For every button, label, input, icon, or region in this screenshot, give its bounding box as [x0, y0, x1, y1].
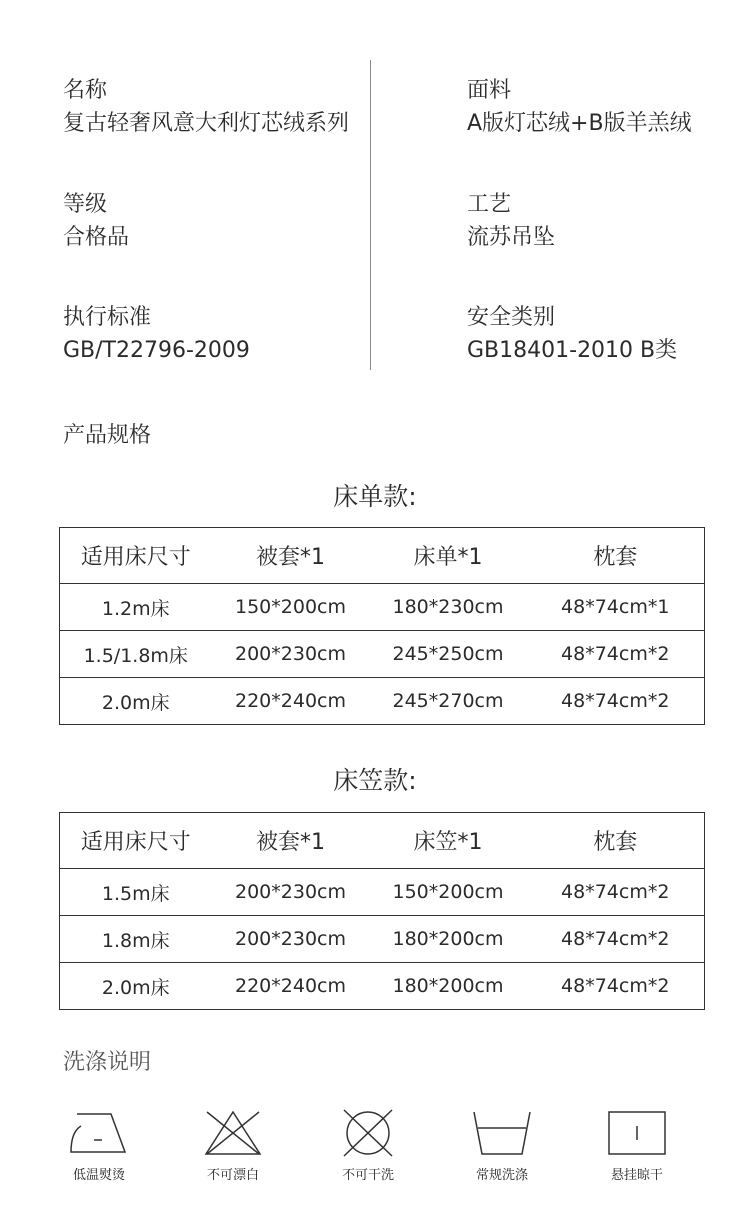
table-header-row [60, 813, 705, 869]
table-row [60, 678, 705, 725]
table-cell: 200*230cm [212, 869, 370, 916]
info-craft-label: 工艺 [467, 192, 512, 217]
header-fitted-sheet: 床笠*1 [413, 830, 483, 855]
sheet-table-title: 床单款: [333, 482, 417, 511]
care-item-normal-wash [452, 1108, 552, 1183]
info-name-value: 复古轻奢风意大利灯芯绒系列 [63, 111, 350, 136]
table-row [60, 631, 705, 678]
sheet-spec-table [59, 527, 705, 725]
table-cell: 48*74cm*1 [527, 584, 705, 631]
table-cell: 200*230cm [212, 631, 370, 678]
table-cell: 1.5m床 [60, 869, 212, 916]
spec-heading: 产品规格 [63, 423, 152, 448]
table-cell: 180*230cm [370, 584, 527, 631]
table-row [60, 869, 705, 916]
table-row [60, 963, 705, 1010]
table-cell: 48*74cm*2 [527, 678, 705, 725]
normal-wash-icon [470, 1108, 534, 1158]
info-fabric-label: 面料 [467, 78, 512, 103]
info-fabric [467, 74, 692, 140]
info-name-label: 名称 [63, 78, 108, 103]
table-cell: 2.0m床 [60, 963, 212, 1010]
info-standard [63, 301, 250, 367]
table-cell: 1.5/1.8m床 [60, 631, 212, 678]
header-bed-size: 适用床尺寸 [80, 545, 191, 570]
info-divider [370, 60, 371, 370]
fitted-spec-table [59, 812, 705, 1010]
info-craft [467, 188, 555, 254]
table-cell: 1.8m床 [60, 916, 212, 963]
care-label: 悬挂晾干 [610, 1168, 663, 1183]
header-bed-size: 适用床尺寸 [80, 830, 191, 855]
care-icons [0, 1108, 750, 1188]
info-grade-label: 等级 [63, 192, 108, 217]
table-cell: 200*230cm [212, 916, 370, 963]
info-name [63, 74, 349, 140]
care-item-no-bleach [183, 1108, 283, 1183]
hang-dry-icon [605, 1108, 669, 1158]
info-craft-value: 流苏吊坠 [467, 225, 556, 250]
table-cell: 48*74cm*2 [527, 631, 705, 678]
table-cell: 1.2m床 [60, 584, 212, 631]
header-duvet: 被套*1 [256, 830, 325, 855]
table-row [60, 916, 705, 963]
info-standard-value: GB/T22796-2009 [63, 338, 250, 363]
table-cell: 150*200cm [370, 869, 527, 916]
info-safety [467, 301, 677, 367]
table-cell: 245*270cm [370, 678, 527, 725]
table-cell: 48*74cm*2 [527, 963, 705, 1010]
table-header-row [60, 528, 705, 584]
table-cell: 180*200cm [370, 916, 527, 963]
care-heading: 洗涤说明 [63, 1050, 152, 1075]
table-cell: 48*74cm*2 [527, 869, 705, 916]
info-fabric-value: A版灯芯绒+B版羊羔绒 [467, 111, 692, 136]
info-standard-label: 执行标准 [63, 305, 152, 330]
no-dry-clean-icon [336, 1108, 400, 1158]
table-cell: 150*200cm [212, 584, 370, 631]
product-info [0, 0, 750, 380]
info-grade-value: 合格品 [63, 225, 130, 250]
care-label: 低温熨烫 [72, 1168, 125, 1183]
fitted-table-title: 床笠款: [333, 766, 417, 795]
table-cell: 48*74cm*2 [527, 916, 705, 963]
table-cell: 2.0m床 [60, 678, 212, 725]
care-item-low-temp-iron [49, 1108, 149, 1183]
info-grade [63, 188, 129, 254]
table-row [60, 584, 705, 631]
header-pillowcase: 枕套 [593, 545, 638, 570]
table-cell: 180*200cm [370, 963, 527, 1010]
care-item-no-dry-clean [318, 1108, 418, 1183]
info-safety-label: 安全类别 [467, 305, 556, 330]
table-cell: 220*240cm [212, 963, 370, 1010]
table-cell: 220*240cm [212, 678, 370, 725]
no-bleach-icon [201, 1108, 265, 1158]
care-label: 不可干洗 [341, 1168, 394, 1183]
low-temp-iron-icon [67, 1108, 131, 1158]
table-cell: 245*250cm [370, 631, 527, 678]
info-safety-value: GB18401-2010 B类 [467, 338, 678, 363]
header-pillowcase: 枕套 [593, 830, 638, 855]
care-label: 常规洗涤 [475, 1168, 528, 1183]
care-label: 不可漂白 [206, 1168, 259, 1183]
header-duvet: 被套*1 [256, 545, 325, 570]
header-sheet: 床单*1 [413, 545, 483, 570]
care-item-hang-dry [587, 1108, 687, 1183]
